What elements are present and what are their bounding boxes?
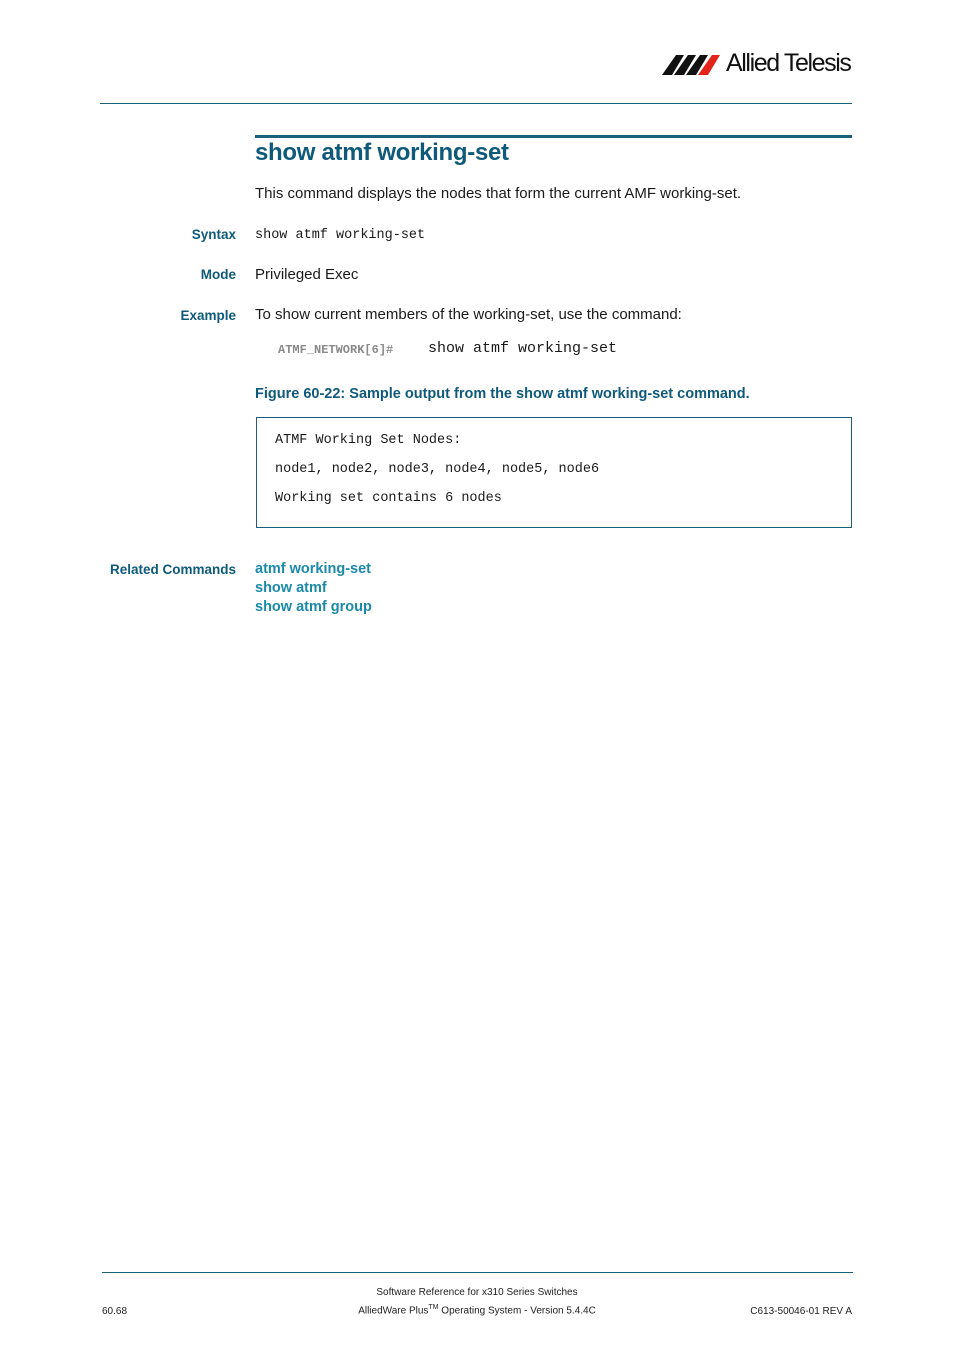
- footer-doc-id: C613-50046-01 REV A: [750, 1306, 852, 1317]
- syntax-value: show atmf working-set: [255, 228, 426, 243]
- footer-trademark: TM: [428, 1304, 439, 1311]
- mode-label: Mode: [200, 267, 236, 282]
- logo-mark-icon: [662, 54, 724, 76]
- logo-wordmark: Allied Telesis: [726, 49, 851, 77]
- sample-output-box: [256, 417, 852, 528]
- title-divider: [255, 135, 852, 138]
- page-title: show atmf working-set: [255, 139, 509, 166]
- example-prompt: ATMF_NETWORK[6]#: [278, 343, 394, 357]
- syntax-label: Syntax: [191, 227, 236, 242]
- example-label: Example: [180, 308, 236, 323]
- mode-value: Privileged Exec: [255, 266, 359, 283]
- footer-os-version: Operating System - Version 5.4.4C: [438, 1305, 596, 1317]
- example-command: show atmf working-set: [428, 340, 618, 357]
- company-logo: [662, 49, 854, 78]
- related-link-atmf-working-set[interactable]: atmf working-set: [255, 561, 372, 577]
- output-line: node1, node2, node3, node4, node5, node6: [275, 462, 600, 477]
- header-divider: [100, 103, 852, 104]
- figure-caption: Figure 60-22: Sample output from the show atmf working-set command.: [255, 386, 750, 402]
- footer-divider: [102, 1272, 853, 1273]
- footer-title: Software Reference for x310 Series Switches: [376, 1287, 578, 1298]
- related-link-show-atmf[interactable]: show atmf: [255, 580, 327, 596]
- command-description: This command displays the nodes that form the current AMF working-set.: [255, 185, 742, 202]
- output-line: ATMF Working Set Nodes:: [275, 433, 462, 448]
- example-text: To show current members of the working-set, use the command:: [255, 306, 682, 323]
- output-line: Working set contains 6 nodes: [275, 491, 502, 506]
- related-commands-label: Related Commands: [109, 562, 236, 577]
- related-link-show-atmf-group[interactable]: show atmf group: [255, 599, 372, 615]
- footer-page-number: 60.68: [102, 1306, 128, 1317]
- footer-product: AlliedWare Plus: [358, 1305, 429, 1317]
